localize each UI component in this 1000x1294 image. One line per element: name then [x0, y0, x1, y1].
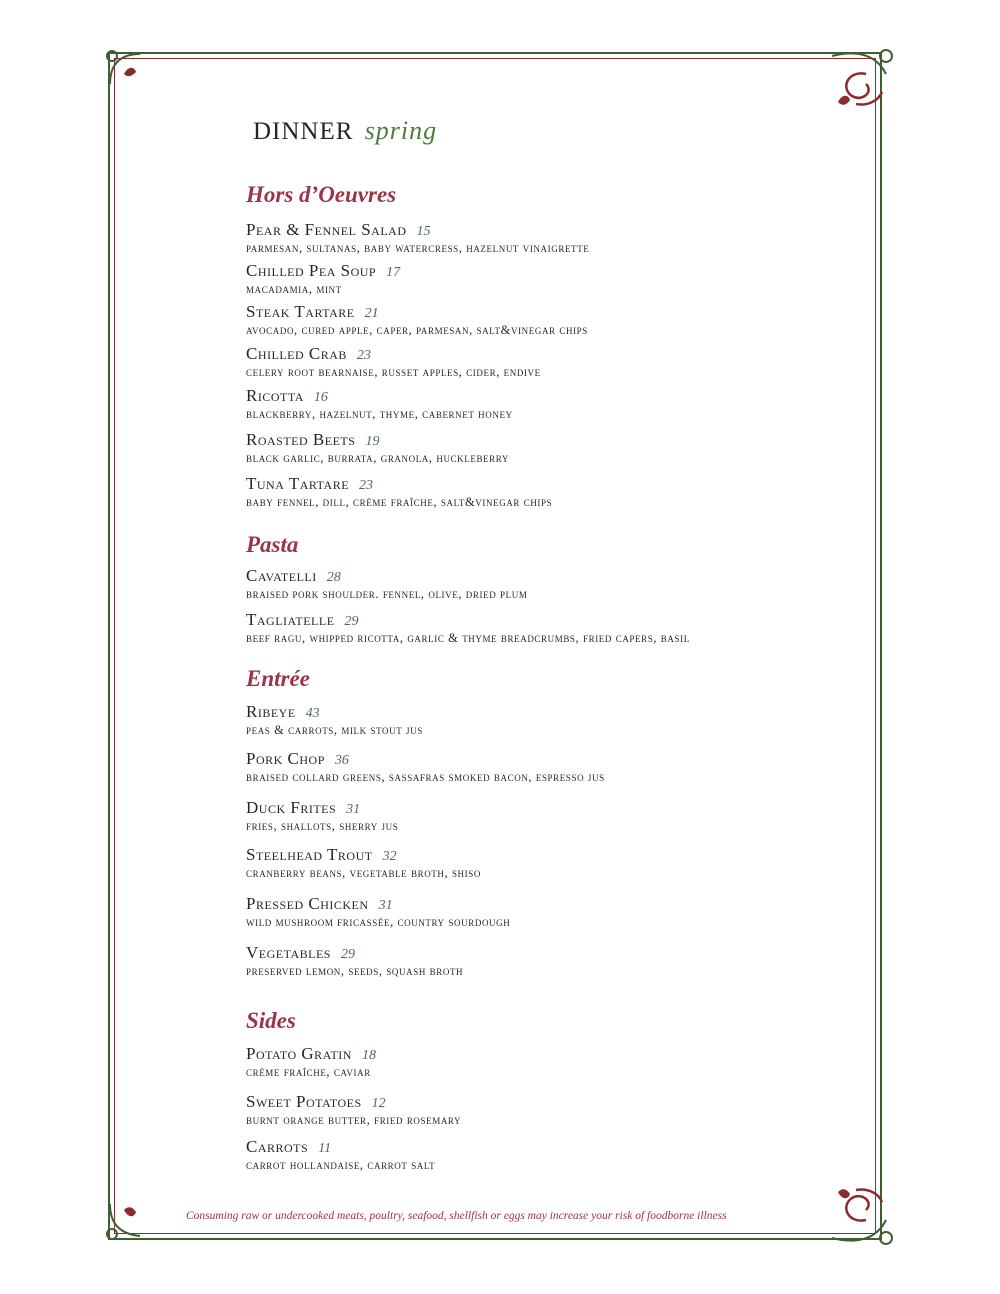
menu-item-price: 32 — [382, 849, 397, 864]
menu-title-main: DINNER — [253, 118, 354, 145]
menu-item-name: Tuna Tartare — [246, 474, 350, 493]
menu-item — [246, 566, 527, 602]
menu-item — [246, 798, 398, 834]
menu-item-price: 18 — [361, 1048, 376, 1063]
menu-item-description: wild mushroom fricassée, country sourdough — [246, 915, 511, 929]
menu-item-price: 21 — [364, 306, 379, 321]
menu-item-description: cranberry beans, vegetable broth, shiso — [246, 866, 481, 880]
menu-item-name: Cavatelli — [246, 566, 317, 585]
menu-item-name: Sweet Potatoes — [246, 1092, 362, 1111]
menu-item-name: Pear & Fennel Salad — [246, 220, 407, 239]
section-heading-hors-doeuvres: Hors d’Oeuvres — [246, 182, 397, 207]
menu-item-description: fries, shallots, sherry jus — [246, 819, 399, 833]
menu-item — [246, 702, 423, 738]
menu-item — [246, 749, 605, 785]
menu-item — [246, 430, 509, 466]
menu-title — [253, 116, 437, 146]
menu-item — [246, 1044, 376, 1080]
menu-item-name: Vegetables — [246, 943, 331, 962]
menu-item-description: celery root bearnaise, russet apples, cider, endive — [246, 365, 541, 379]
menu-item-price: 15 — [416, 224, 431, 239]
menu-item-description: peas & carrots, milk stout jus — [246, 723, 423, 737]
menu-item-price: 31 — [378, 898, 393, 913]
menu-item-price: 19 — [365, 434, 380, 449]
menu-item — [246, 302, 588, 338]
menu-item-name: Chilled Pea Soup — [246, 261, 377, 280]
menu-item-price: 36 — [334, 753, 349, 768]
corner-flourish-bottom-right — [826, 1170, 896, 1250]
section-heading-pasta: Pasta — [246, 532, 299, 557]
menu-item-price: 12 — [371, 1096, 386, 1111]
menu-item-price: 16 — [313, 390, 328, 405]
corner-flourish-top-left — [100, 44, 150, 94]
food-safety-disclaimer: Consuming raw or undercooked meats, poultry, seafood, shellfish or eggs may increase your risk of foodborne illness — [186, 1210, 727, 1222]
menu-item-name: Ribeye — [246, 702, 296, 721]
menu-item-name: Steelhead Trout — [246, 845, 373, 864]
menu-item-description: baby fennel, dill, crème fraîche, salt&vinegar chips — [246, 495, 553, 509]
menu-item — [246, 220, 589, 256]
menu-item-description: macadamia, mint — [246, 282, 342, 296]
menu-item-price: 23 — [359, 478, 374, 493]
menu-item-description: blackberry, hazelnut, thyme, cabernet honey — [246, 407, 513, 421]
menu-item-description: avocado, cured apple, caper, parmesan, salt&vinegar chips — [246, 323, 588, 337]
menu-item-name: Tagliatelle — [246, 610, 335, 629]
menu-item-name: Chilled Crab — [246, 344, 347, 363]
section-heading-sides: Sides — [246, 1008, 296, 1033]
menu-item-description: beef ragu, whipped ricotta, garlic & thyme breadcrumbs, fried capers, basil — [246, 631, 690, 645]
menu-item-description: preserved lemon, seeds, squash broth — [246, 964, 464, 978]
menu-item-name: Potato Gratin — [246, 1044, 352, 1063]
section-heading-entree: Entrée — [246, 666, 310, 691]
menu-item-name: Pressed Chicken — [246, 894, 369, 913]
menu-item — [246, 344, 541, 380]
menu-title-season: spring — [364, 116, 438, 145]
menu-item — [246, 1137, 435, 1173]
menu-item-name: Carrots — [246, 1137, 309, 1156]
menu-item-price: 29 — [340, 947, 355, 962]
menu-item — [246, 845, 481, 881]
menu-item-description: braised collard greens, sassafras smoked bacon, espresso jus — [246, 770, 605, 784]
menu-item-price: 23 — [356, 348, 371, 363]
menu-item — [246, 610, 690, 646]
menu-item-description: braised pork shoulder. fennel, olive, dried plum — [246, 587, 528, 601]
menu-item-description: carrot hollandaise, carrot salt — [246, 1158, 436, 1172]
menu-item-name: Steak Tartare — [246, 302, 355, 321]
menu-item-name: Duck Frites — [246, 798, 337, 817]
menu-item-price: 43 — [305, 706, 320, 721]
menu-item-name: Roasted Beets — [246, 430, 356, 449]
menu-item-description: crème fraîche, caviar — [246, 1065, 371, 1079]
menu-item — [246, 894, 510, 930]
menu-item-description: burnt orange butter, fried rosemary — [246, 1113, 462, 1127]
corner-flourish-top-right — [826, 44, 896, 124]
menu-item — [246, 474, 552, 510]
menu-item — [246, 1092, 461, 1128]
menu-item-price: 31 — [346, 802, 361, 817]
menu-item-name: Ricotta — [246, 386, 304, 405]
menu-item — [246, 386, 513, 422]
corner-flourish-bottom-left — [100, 1196, 150, 1246]
menu-item-price: 29 — [344, 614, 359, 629]
menu-item-name: Pork Chop — [246, 749, 325, 768]
menu-item-price: 11 — [318, 1141, 332, 1156]
menu-item-description: parmesan, sultanas, baby watercress, hazelnut vinaigrette — [246, 241, 590, 255]
menu-item-price: 28 — [326, 570, 341, 585]
menu-item — [246, 943, 463, 979]
menu-item-price: 17 — [386, 265, 401, 280]
menu-item — [246, 261, 400, 297]
menu-item-description: black garlic, burrata, granola, huckleberry — [246, 451, 509, 465]
